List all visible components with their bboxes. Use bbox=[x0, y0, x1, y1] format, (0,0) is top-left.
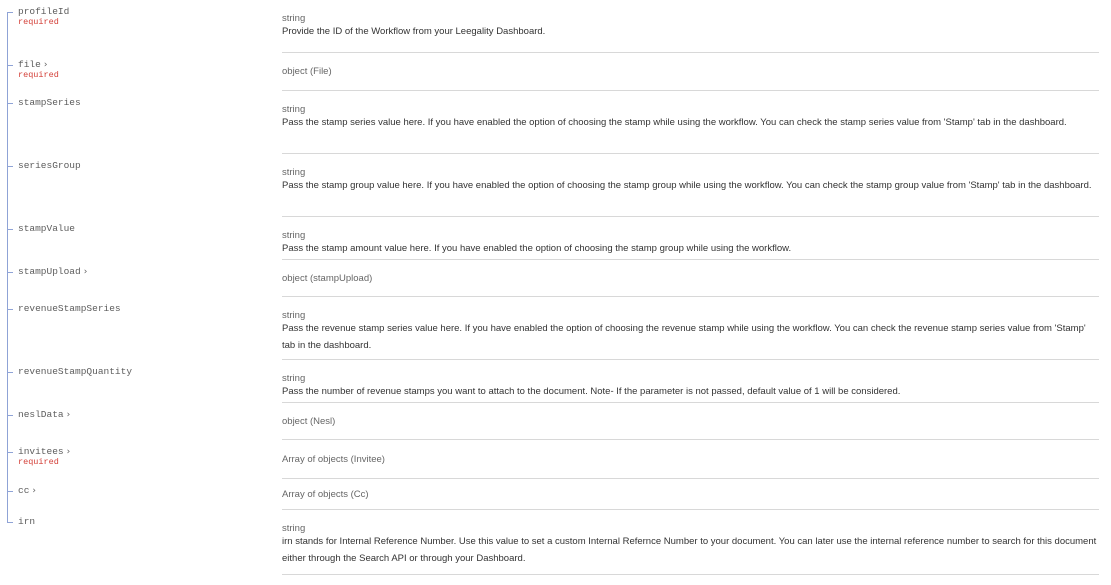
param-row-revenueStampQuantity bbox=[0, 360, 1111, 403]
tree-branch bbox=[7, 309, 13, 310]
tree-line bbox=[7, 91, 8, 154]
param-name bbox=[18, 516, 35, 528]
param-type: Array of objects (Cc) bbox=[282, 488, 369, 500]
param-description-cell bbox=[282, 297, 1099, 360]
param-description-cell bbox=[282, 510, 1099, 575]
tree-branch bbox=[7, 166, 13, 167]
tree-line bbox=[7, 479, 8, 510]
param-description: irn stands for Internal Reference Number. Use this value to set a custom Internal Refernce Number to your document. You can later use the internal reference number to search for this document either through the Search API or through your Dashboard. bbox=[282, 536, 1097, 564]
param-row-stampSeries bbox=[0, 91, 1111, 154]
param-name-label: cc bbox=[18, 485, 30, 496]
param-name-label: stampUpload bbox=[18, 266, 81, 277]
param-name-label: stampValue bbox=[18, 223, 76, 234]
param-description: Pass the stamp series value here. If you have enabled the option of choosing the stamp while using the workflow. You can check the stamp series value from 'Stamp' tab in the dashboard. bbox=[282, 117, 1067, 128]
tree-line bbox=[7, 297, 8, 360]
param-description: Pass the stamp amount value here. If you have enabled the option of choosing the stamp group while using the workflow. bbox=[282, 243, 792, 254]
param-row-neslData bbox=[0, 403, 1111, 440]
param-name bbox=[18, 97, 81, 109]
tree-line bbox=[7, 18, 8, 53]
tree-branch bbox=[7, 372, 13, 373]
param-row-revenueStampSeries bbox=[0, 297, 1111, 360]
tree-branch bbox=[7, 272, 13, 273]
param-name-label: neslData bbox=[18, 409, 64, 420]
tree-branch bbox=[7, 415, 13, 416]
required-label: required bbox=[18, 70, 59, 80]
param-row-cc bbox=[0, 479, 1111, 510]
param-name bbox=[18, 366, 132, 378]
tree-branch bbox=[7, 103, 13, 104]
param-type: string bbox=[282, 523, 306, 534]
param-name-label: irn bbox=[18, 516, 36, 527]
tree-line bbox=[7, 403, 8, 440]
param-description-cell bbox=[282, 0, 1099, 53]
chevron-right-icon[interactable]: › bbox=[66, 410, 71, 420]
param-description-cell bbox=[282, 53, 1099, 91]
param-description-cell bbox=[282, 479, 1099, 510]
param-row-stampUpload bbox=[0, 260, 1111, 297]
tree-line bbox=[7, 260, 8, 297]
param-type: string bbox=[282, 310, 306, 321]
param-name[interactable] bbox=[18, 485, 36, 497]
param-description: Pass the number of revenue stamps you want to attach to the document. Note- If the parameter is not passed, default value of 1 will be considered. bbox=[282, 386, 901, 397]
param-description: Provide the ID of the Workflow from your Leegality Dashboard. bbox=[282, 26, 546, 37]
tree-branch bbox=[7, 229, 13, 230]
param-name-label: revenueStampSeries bbox=[18, 303, 121, 314]
param-description-cell bbox=[282, 217, 1099, 260]
chevron-right-icon[interactable]: › bbox=[66, 447, 71, 457]
param-name bbox=[18, 223, 75, 235]
param-type: string bbox=[282, 104, 306, 115]
tree-line bbox=[7, 440, 8, 479]
tree-line bbox=[7, 154, 8, 217]
param-type: Array of objects (Invitee) bbox=[282, 453, 385, 465]
param-type: string bbox=[282, 167, 306, 178]
param-name bbox=[18, 160, 81, 172]
param-description-cell bbox=[282, 260, 1099, 297]
tree-line bbox=[7, 217, 8, 260]
param-name bbox=[18, 303, 121, 315]
tree-branch bbox=[7, 65, 13, 66]
param-type: string bbox=[282, 13, 306, 24]
tree-branch bbox=[7, 452, 13, 453]
param-description-cell bbox=[282, 91, 1099, 154]
param-name-label: file bbox=[18, 59, 41, 70]
param-name-label: invitees bbox=[18, 446, 64, 457]
tree-corner bbox=[7, 516, 13, 523]
param-type: object (stampUpload) bbox=[282, 272, 373, 284]
chevron-right-icon[interactable]: › bbox=[43, 60, 48, 70]
param-name-label: revenueStampQuantity bbox=[18, 366, 133, 377]
param-type: string bbox=[282, 230, 306, 241]
param-name[interactable] bbox=[18, 409, 70, 421]
param-type: object (File) bbox=[282, 66, 332, 77]
chevron-right-icon[interactable]: › bbox=[83, 267, 88, 277]
required-label: required bbox=[18, 457, 59, 467]
param-type: string bbox=[282, 373, 306, 384]
param-description: Pass the revenue stamp series value here. If you have enabled the option of choosing the revenue stamp while using the workflow. You can check the revenue stamp series value from 'Stamp' tab in the dashboard. bbox=[282, 323, 1086, 351]
param-row-stampValue bbox=[0, 217, 1111, 260]
param-description: Pass the stamp group value here. If you have enabled the option of choosing the stamp group while using the workflow. You can check the stamp group value from 'Stamp' tab in the dashboard. bbox=[282, 180, 1092, 191]
param-description-cell bbox=[282, 440, 1099, 479]
param-name-label: stampSeries bbox=[18, 97, 81, 108]
param-row-invitees bbox=[0, 440, 1111, 479]
param-name[interactable] bbox=[18, 266, 87, 278]
tree-line bbox=[7, 53, 8, 91]
tree-branch bbox=[7, 491, 13, 492]
param-description-cell bbox=[282, 360, 1099, 403]
required-label: required bbox=[18, 17, 59, 27]
param-type: object (Nesl) bbox=[282, 415, 336, 427]
param-name-label: profileId bbox=[18, 6, 70, 17]
param-name-label: seriesGroup bbox=[18, 160, 81, 171]
param-description-cell bbox=[282, 403, 1099, 440]
param-row-irn bbox=[0, 510, 1111, 575]
param-row-file bbox=[0, 53, 1111, 91]
tree-line bbox=[7, 360, 8, 403]
param-row-profileId bbox=[0, 0, 1111, 53]
param-description-cell bbox=[282, 154, 1099, 217]
chevron-right-icon[interactable]: › bbox=[32, 486, 37, 496]
tree-branch bbox=[7, 12, 13, 13]
param-row-seriesGroup bbox=[0, 154, 1111, 217]
